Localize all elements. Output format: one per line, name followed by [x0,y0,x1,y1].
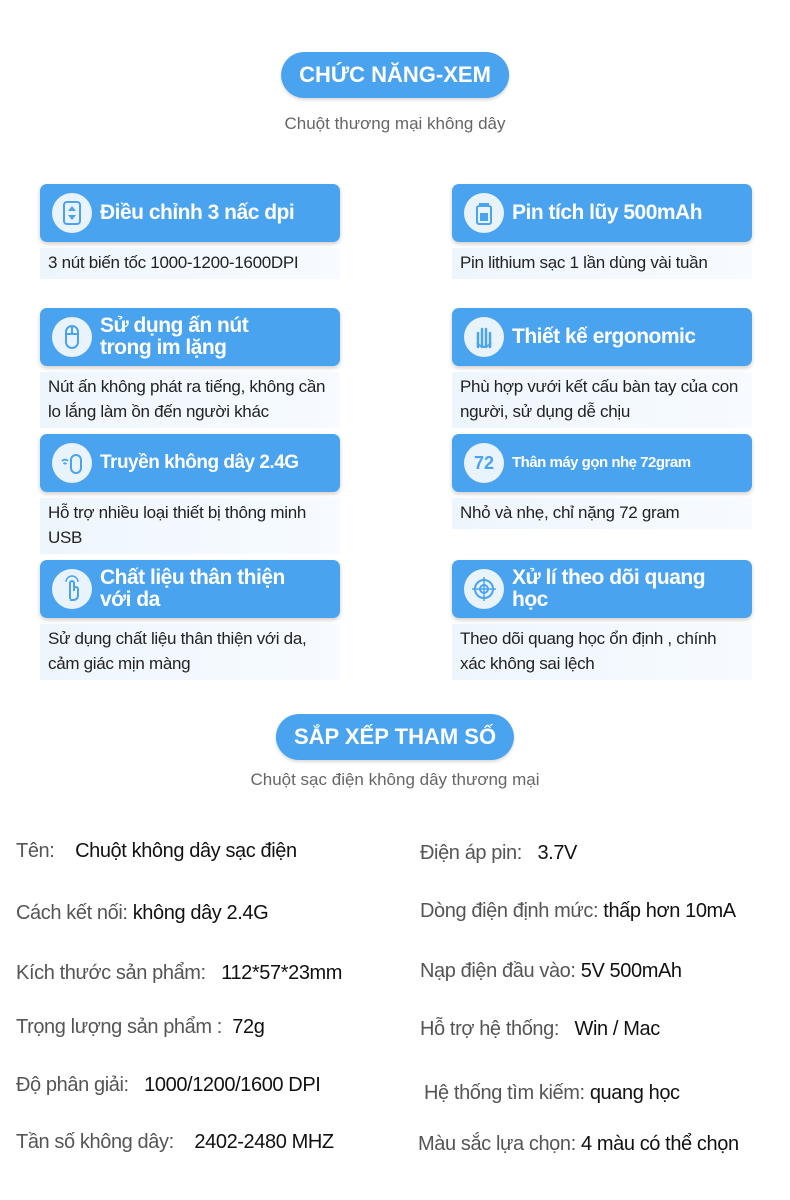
feature-card-header [452,434,752,492]
spec-label: Dòng điện định mức: [420,900,599,922]
crosshair-icon [464,569,504,609]
spec-row [420,1018,660,1041]
spec-label: Tần số không dây: [16,1131,174,1153]
feature-description: Hỗ trợ nhiều loại thiết bị thông minh USB [40,498,340,554]
feature-description: Phù hợp vưới kết cấu bàn tay của con người, sử dụng dễ chịu [452,372,752,428]
feature-card-header [452,184,752,242]
spec-row [420,900,736,923]
spec-label: Độ phân giải: [16,1074,129,1096]
spec-row [420,960,682,983]
feature-card-ergonomic [452,308,752,428]
section-subtitle-features: Chuột thương mại không dây [284,114,506,133]
spec-label: Hệ thống tìm kiếm: [424,1082,585,1104]
feature-card-header [40,434,340,492]
feature-title: Chất liệu thân thiện với da [100,566,285,611]
feature-card-dpi [40,184,340,279]
spec-row [16,1131,334,1154]
feature-title: Pin tích lũy 500mAh [512,201,703,224]
feature-title: Sử dụng ấn nút trong im lặng [100,314,249,359]
feature-description: 3 nút biến tốc 1000-1200-1600DPI [40,248,340,279]
section-title-specs: SẮP XẾP THAM SỐ [276,714,514,760]
spec-row [16,962,342,985]
spec-value: 72g [232,1016,265,1038]
spec-value: 5V 500mAh [580,960,682,982]
spec-value: không dây 2.4G [132,902,269,924]
feature-card-header [452,560,752,618]
spec-value: 3.7V [537,842,577,864]
section-title-features: CHỨC NĂNG-XEM [281,52,509,98]
feature-title: Xử lí theo dõi quang học [512,566,706,611]
feature-title: Thiết kế ergonomic [512,325,696,348]
spec-label: Cách kết nối: [16,902,128,924]
number-72-icon: 72 [464,443,504,483]
spec-value: quang học [589,1082,680,1104]
spec-row [16,1016,264,1039]
feature-card-weight [452,434,752,529]
feature-description: Nút ấn không phát ra tiếng, không cần lo lắng làm ồn đến người khác [40,372,340,428]
spec-label: Kích thước sản phẩm: [16,962,206,984]
spec-row [16,840,297,863]
spec-value: 2402-2480 MHZ [194,1131,334,1153]
feature-description: Theo dõi quang học ổn định , chính xác không sai lệch [452,624,752,680]
hand-icon [464,317,504,357]
battery-icon [464,193,504,233]
feature-card-header [452,308,752,366]
mouse-icon [52,317,92,357]
feature-title: Thân máy gọn nhẹ 72gram [512,454,691,471]
feature-card-silent [40,308,340,428]
spec-row [16,902,268,925]
feature-card-wireless [40,434,340,554]
feature-card-header [40,184,340,242]
feature-card-material [40,560,340,680]
spec-row [420,842,577,865]
wireless-mouse-icon [52,443,92,483]
spec-label: Tên: [16,840,55,862]
feature-title: Truyền không dây 2.4G [100,452,299,473]
spec-value: Win / Mac [574,1018,660,1040]
feature-card-header [40,308,340,366]
spec-value: Chuột không dây sạc điện [75,840,297,862]
spec-row [418,1133,739,1156]
spec-label: Điện áp pin: [420,842,522,864]
feature-description: Pin lithium sạc 1 lần dùng vài tuần [452,248,752,279]
spec-value: 1000/1200/1600 DPI [144,1074,321,1096]
feature-card-optical [452,560,752,680]
spec-value: thấp hơn 10mA [603,900,736,922]
feature-card-battery [452,184,752,279]
spec-value: 112*57*23mm [221,962,343,984]
spec-label: Nạp điện đầu vào: [420,960,576,982]
spec-label: Màu sắc lựa chọn: [418,1133,576,1155]
feature-description: Nhỏ và nhẹ, chỉ nặng 72 gram [452,498,752,529]
spec-row [16,1074,320,1097]
feature-card-header [40,560,340,618]
spec-value: 4 màu có thể chọn [580,1133,739,1155]
feature-title: Điều chỉnh 3 nấc dpi [100,201,295,224]
feature-description: Sử dụng chất liệu thân thiện với da, cảm giác mịn màng [40,624,340,680]
touch-hand-icon [52,569,92,609]
dpi-arrows-icon [52,193,92,233]
spec-label: Hỗ trợ hệ thống: [420,1018,560,1040]
spec-label: Trọng lượng sản phẩm : [16,1016,222,1038]
section-subtitle-specs: Chuột sạc điện không dây thương mại [250,770,540,789]
spec-row [424,1082,680,1105]
